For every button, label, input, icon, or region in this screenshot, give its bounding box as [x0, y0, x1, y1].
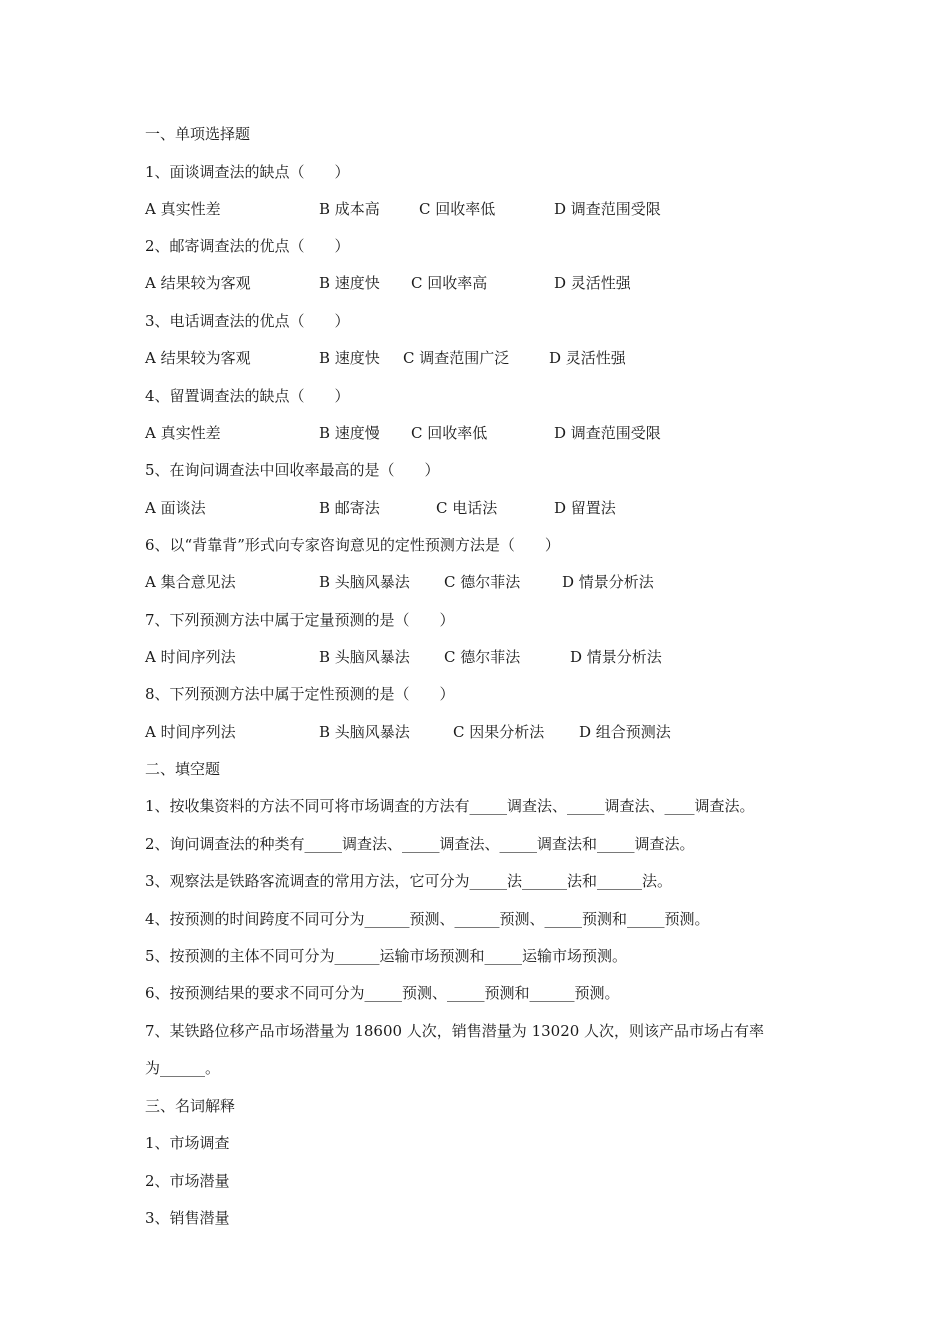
option-6d: D 情景分析法 — [562, 573, 654, 591]
option-2d: D 灵活性强 — [554, 274, 631, 292]
fill-blank-4: 4、按预测的时间跨度不同可分为______预测、______预测、_____预测和_____预测。 — [145, 910, 710, 928]
fill-blank-7: 7、某铁路位移产品市场潜量为 18600 人次，销售潜量为 13020 人次，则该产品市场占有率 — [145, 1022, 765, 1040]
section2-heading: 二、填空题 — [145, 760, 221, 778]
fill-blank-7-continued: 为______。 — [145, 1059, 221, 1077]
option-7d: D 情景分析法 — [570, 648, 662, 666]
fill-blank-2: 2、询问调查法的种类有_____调查法、_____调查法、_____调查法和_____调查法。 — [145, 835, 695, 853]
option-4d: D 调查范围受限 — [554, 424, 661, 442]
options-5 — [145, 498, 616, 518]
question-1: 1、面谈调查法的缺点（ ） — [145, 163, 350, 181]
option-8b: B 头脑风暴法 — [319, 723, 410, 741]
option-5a: A 面谈法 — [145, 499, 206, 517]
option-7b: B 头脑风暴法 — [319, 648, 410, 666]
options-1 — [145, 199, 661, 219]
option-7c: C 德尔菲法 — [444, 648, 521, 666]
option-8d: D 组合预测法 — [579, 723, 671, 741]
option-6b: B 头脑风暴法 — [319, 573, 410, 591]
option-8c: C 因果分析法 — [453, 723, 545, 741]
section1-heading: 一、单项选择题 — [145, 125, 251, 143]
option-2b: B 速度快 — [319, 274, 380, 292]
option-3c: C 调查范围广泛 — [403, 349, 510, 367]
option-3b: B 速度快 — [319, 349, 380, 367]
option-4a: A 真实性差 — [145, 424, 221, 442]
option-6a: A 集合意见法 — [145, 573, 236, 591]
fill-blank-5: 5、按预测的主体不同可分为______运输市场预测和_____运输市场预测。 — [145, 947, 628, 965]
options-7 — [145, 647, 662, 667]
term-1: 1、市场调查 — [145, 1134, 230, 1152]
question-6: 6、以“背靠背”形式向专家咨询意见的定性预测方法是（ ） — [145, 536, 560, 554]
option-8a: A 时间序列法 — [145, 723, 236, 741]
option-4b: B 速度慢 — [319, 424, 380, 442]
option-5b: B 邮寄法 — [319, 499, 380, 517]
question-4: 4、留置调查法的缺点（ ） — [145, 387, 350, 405]
fill-blank-6: 6、按预测结果的要求不同可分为_____预测、_____预测和______预测。 — [145, 984, 620, 1002]
option-3d: D 灵活性强 — [549, 349, 626, 367]
question-5: 5、在询问调查法中回收率最高的是（ ） — [145, 461, 440, 479]
question-8: 8、下列预测方法中属于定性预测的是（ ） — [145, 685, 455, 703]
fill-blank-1: 1、按收集资料的方法不同可将市场调查的方法有_____调查法、_____调查法、____调查法。 — [145, 797, 755, 815]
question-3: 3、电话调查法的优点（ ） — [145, 312, 350, 330]
option-1d: D 调查范围受限 — [554, 200, 661, 218]
option-2a: A 结果较为客观 — [145, 274, 251, 292]
options-6 — [145, 572, 654, 592]
option-1b: B 成本高 — [319, 200, 380, 218]
fill-blank-3: 3、观察法是铁路客流调查的常用方法，它可分为_____法______法和______法。 — [145, 872, 673, 890]
options-8 — [145, 722, 671, 742]
question-7: 7、下列预测方法中属于定量预测的是（ ） — [145, 611, 455, 629]
option-4c: C 回收率低 — [411, 424, 488, 442]
option-3a: A 结果较为客观 — [145, 349, 251, 367]
section3-heading: 三、名词解释 — [145, 1097, 236, 1115]
option-5c: C 电话法 — [436, 499, 498, 517]
options-4 — [145, 423, 661, 443]
term-2: 2、市场潜量 — [145, 1172, 230, 1190]
options-3 — [145, 348, 626, 368]
question-2: 2、邮寄调查法的优点（ ） — [145, 237, 350, 255]
option-6c: C 德尔菲法 — [444, 573, 521, 591]
option-5d: D 留置法 — [554, 499, 616, 517]
option-2c: C 回收率高 — [411, 274, 488, 292]
term-3: 3、销售潜量 — [145, 1209, 230, 1227]
option-7a: A 时间序列法 — [145, 648, 236, 666]
option-1c: C 回收率低 — [419, 200, 496, 218]
option-1a: A 真实性差 — [145, 200, 221, 218]
options-2 — [145, 273, 631, 293]
